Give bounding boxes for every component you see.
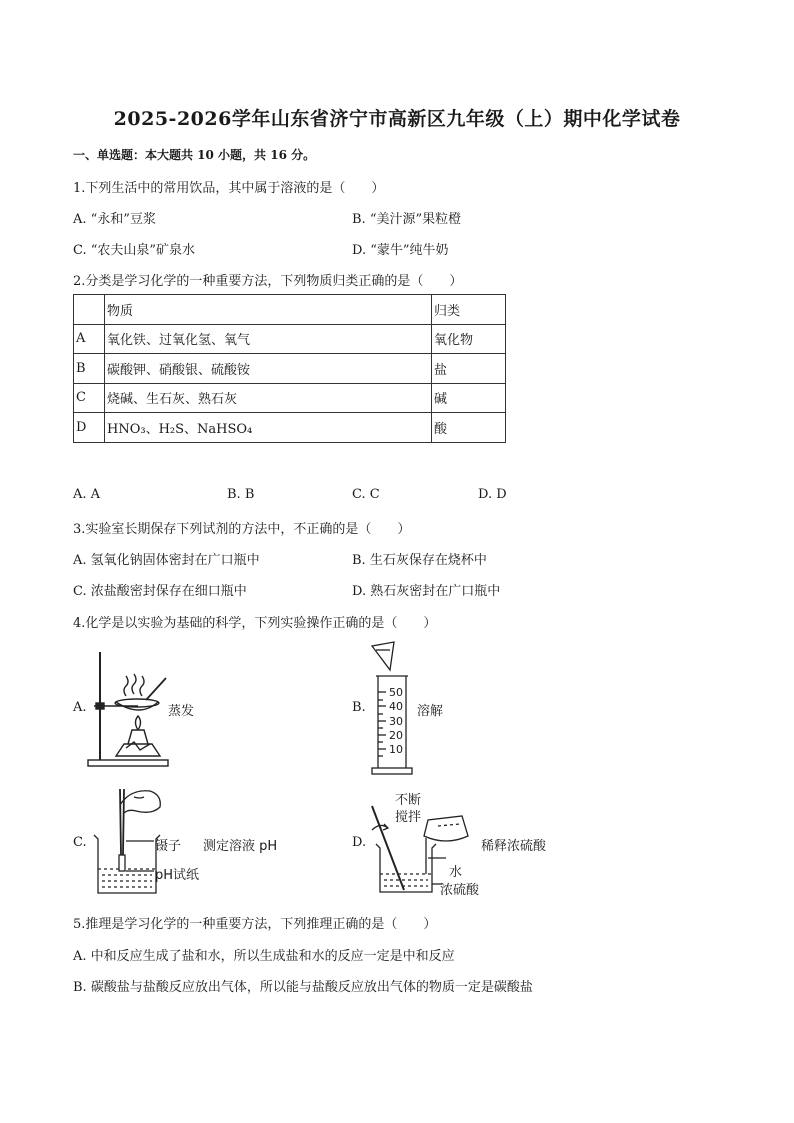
question-2-stem: 2.分类是学习化学的一种重要方法，下列物质归类正确的是（ ）: [73, 274, 463, 289]
table-row: [74, 324, 506, 354]
table-row: [74, 354, 506, 384]
table-cell: C: [74, 383, 105, 413]
q3-option-a: A. 氢氧化钠固体密封在广口瓶中: [73, 553, 260, 568]
q3-option-c: C. 浓盐酸密封保存在细口瓶中: [73, 584, 247, 599]
table-cell: 氧化物: [432, 324, 506, 354]
question-1-stem: 1.下列生活中的常用饮品，其中属于溶液的是（ ）: [73, 181, 385, 196]
table-cell: 碱: [432, 383, 506, 413]
table-header-row: [74, 295, 506, 325]
table-cell: 碳酸钾、硝酸银、硫酸铵: [105, 354, 432, 384]
question-5-stem: 5.推理是学习化学的一种重要方法，下列推理正确的是（ ）: [73, 917, 437, 932]
cylinder-mark-10: 10: [389, 743, 403, 756]
table-row: [74, 413, 506, 443]
table-cell: 氧化铁、过氧化氢、氧气: [105, 324, 432, 354]
q4-option-a: A.: [73, 700, 87, 715]
section-heading: 一、单选题：本大题共 10 小题，共 16 分。: [73, 148, 316, 162]
table-row: [74, 383, 506, 413]
q2-option-b: B. B: [227, 487, 255, 502]
table-header-substance: 物质: [105, 295, 432, 325]
tweezers-label: 镊子: [155, 839, 182, 854]
classification-table: [73, 294, 506, 443]
q4-option-b: B.: [352, 700, 366, 715]
evaporation-apparatus-figure: [86, 648, 176, 770]
table-header-category: 归类: [432, 295, 506, 325]
cylinder-mark-20: 20: [389, 729, 403, 742]
q1-option-c: C. “农夫山泉”矿泉水: [73, 243, 196, 258]
table-cell: 盐: [432, 354, 506, 384]
cylinder-mark-40: 40: [389, 700, 403, 713]
table-cell: [74, 295, 105, 325]
q2-option-c: C. C: [352, 487, 380, 502]
table-cell: 酸: [432, 413, 506, 443]
stir-label-2: 搅拌: [395, 810, 422, 825]
stir-label-1: 不断: [395, 793, 422, 808]
table-cell: HNO₃、H₂S、NaHSO₄: [105, 413, 432, 443]
q5-option-a: A. 中和反应生成了盐和水，所以生成盐和水的反应一定是中和反应: [73, 949, 455, 964]
cylinder-mark-50: 50: [389, 686, 403, 699]
table-cell: A: [74, 324, 105, 354]
q4-option-d: D.: [352, 835, 367, 850]
ph-paper-label: pH试纸: [155, 868, 200, 883]
table-cell: 烧碱、生石灰、熟石灰: [105, 383, 432, 413]
q1-option-b: B. “美汁源”果粒橙: [352, 212, 462, 227]
q2-option-d: D. D: [478, 487, 507, 502]
q4-c-caption: 测定溶液 pH: [203, 839, 278, 854]
q4-d-caption: 稀释浓硫酸: [481, 839, 547, 854]
cylinder-mark-30: 30: [389, 715, 403, 728]
conc-acid-label: 浓硫酸: [440, 883, 480, 898]
q3-option-d: D. 熟石灰密封在广口瓶中: [352, 584, 501, 599]
table-cell: D: [74, 413, 105, 443]
table-cell: B: [74, 354, 105, 384]
question-4-stem: 4.化学是以实验为基础的科学，下列实验操作正确的是（ ）: [73, 616, 437, 631]
q1-option-a: A. “永和”豆浆: [73, 212, 156, 227]
q4-option-c: C.: [73, 835, 87, 850]
question-3-stem: 3.实验室长期保存下列试剂的方法中，不正确的是（ ）: [73, 522, 411, 537]
q3-option-b: B. 生石灰保存在烧杯中: [352, 553, 487, 568]
q2-option-a: A. A: [73, 487, 101, 502]
q5-option-b: B. 碳酸盐与盐酸反应放出气体，所以能与盐酸反应放出气体的物质一定是碳酸盐: [73, 980, 533, 995]
exam-title: 2025-2026学年山东省济宁市高新区九年级（上）期中化学试卷: [113, 108, 681, 130]
q1-option-d: D. “蒙牛”纯牛奶: [352, 243, 449, 258]
q4-a-caption: 蒸发: [168, 704, 195, 719]
water-label: 水: [449, 865, 463, 880]
q4-b-caption: 溶解: [417, 704, 444, 719]
